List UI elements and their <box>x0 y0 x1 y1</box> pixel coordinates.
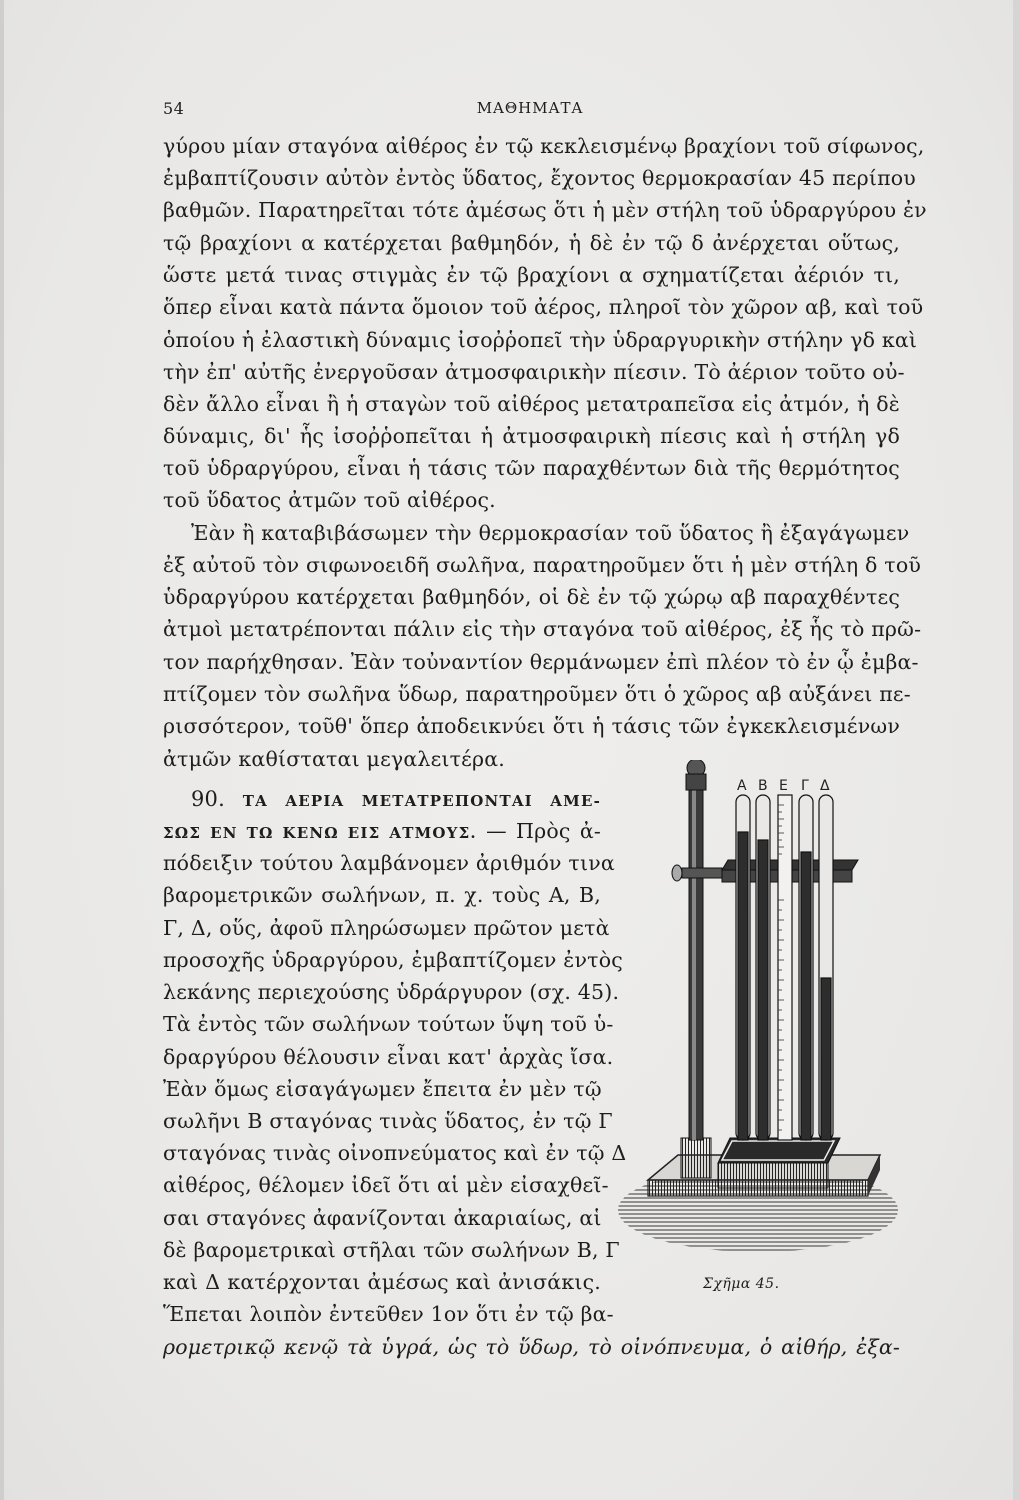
page-edge-left <box>0 0 4 1500</box>
text-line: Ἐὰν ἢ καταβιβάσωμεν τὴν θερμοκρασίαν τοῦ ὕδατος ἢ ἐξαγάγωμεν <box>191 521 910 545</box>
text-line: πτίζομεν τὸν σωλῆνα ὕδωρ, παρατηροῦμεν ὅτι ὁ χῶρος αβ αὐξάνει πε- <box>163 682 911 706</box>
tube-label-a: Α <box>737 778 747 794</box>
text-line: τοῦ ὑδραργύρου, εἶναι ἡ τάσις τῶν παραχθέντων διὰ τῆς θερμότητος <box>163 456 900 480</box>
text-line: Γ, Δ, οὕς, ἀφοῦ πληρώσωμεν πρῶτον μετὰ <box>163 916 610 940</box>
section-heading-cont <box>163 817 601 847</box>
text-line: ἐμβαπτίζουσιν αὐτὸν ἐντὸς ὕδατος, ἔχοντος θερμοκρασίαν 45 περίπου <box>163 166 916 190</box>
tube-label-g: Γ <box>801 778 809 794</box>
text-line: Ἐὰν ὅμως εἰσαγάγωμεν ἔπειτα ἐν μὲν τῷ <box>163 1077 602 1101</box>
text-line: ρομετρικῷ κενῷ τὰ ὑγρά, ὡς τὸ ὕδωρ, τὸ οἰνόπνευμα, ὁ αἰθήρ, ἐξα- <box>163 1335 900 1359</box>
text-line: δύναμις, δι' ἧς ἰσοῤῥοπεῖται ἡ ἀτμοσφαιρικὴ πίεσις καὶ ἡ στήλη γδ <box>163 424 900 448</box>
section-heading <box>163 785 601 815</box>
text-line: δὲν ἄλλο εἶναι ἢ ἡ σταγὼν τοῦ αἰθέρος μετατραπεῖσα εἰς ἀτμόν, ἡ δὲ <box>163 392 900 416</box>
page-header <box>163 99 897 123</box>
text-line: ὅπερ εἶναι κατὰ πάντα ὅμοιον τοῦ ἀέρος, πληροῖ τὸν χῶρον αβ, καὶ τοῦ <box>163 295 924 319</box>
text-line: ἀτμοὶ μετατρέπονται πάλιν εἰς τὴν σταγόνα τοῦ αἰθέρος, ἐξ ἧς τὸ πρῶ- <box>163 617 922 641</box>
text-line: σωλῆνι Β σταγόνας τινὰς ὕδατος, ἐν τῷ Γ <box>163 1109 613 1133</box>
barometer-apparatus-illustration <box>618 760 900 1272</box>
text-line: ὥστε μετά τινας στιγμὰς ἐν τῷ βραχίονι α σχηματίζεται ἀέριόν τι, <box>163 263 900 287</box>
text-fragment: — Πρὸς ἀ- <box>476 819 601 843</box>
section-number: 90. <box>191 787 225 811</box>
text-line: Τὰ ἐντὸς τῶν σωλήνων τούτων ὕψη τοῦ ὑ- <box>163 1012 614 1036</box>
text-line: προσοχῆς ὑδραργύρου, ἐμβαπτίζομεν ἐντὸς <box>163 948 623 972</box>
figure-barometer-tubes <box>618 760 900 1272</box>
text-line: Ἕπεται λοιπὸν ἐντεῦθεν 1ον ὅτι ἐν τῷ βα- <box>163 1302 614 1326</box>
text-line: βαρομετρικῶν σωλήνων, π. χ. τοὺς Α, Β, <box>163 883 601 907</box>
text-line: τῷ βραχίονι α κατέρχεται βαθμηδόν, ἡ δὲ ἐν τῷ δ ἀνέρχεται οὕτως, <box>163 231 900 255</box>
text-line: ἐξ αὐτοῦ τὸν σιφωνοειδῆ σωλῆνα, παρατηροῦμεν ὅτι ἡ μὲν στήλη δ τοῦ <box>163 553 922 577</box>
running-head: ΜΑΘΗΜΑΤΑ <box>476 99 584 117</box>
tube-label-e: Ε <box>779 778 788 794</box>
text-line: λεκάνης περιεχούσης ὑδράργυρον (σχ. 45). <box>163 980 620 1004</box>
text-line: πόδειξιν τούτου λαμβάνομεν ἀριθμόν τινα <box>163 851 615 875</box>
text-line: ἀτμῶν καθίσταται μεγαλειτέρα. <box>163 747 506 771</box>
text-line: τον παρήχθησαν. Ἐὰν τοὐναντίον θερμάνωμεν ἐπὶ πλέον τὸ ἐν ᾧ ἐμβα- <box>163 650 919 674</box>
page-edge-right <box>1013 0 1019 1500</box>
text-line: τὴν ἐπ' αὐτῆς ἐνεργοῦσαν ἀτμοσφαιρικὴν πίεσιν. Τὸ ἀέριον τοῦτο οὐ- <box>163 360 905 384</box>
text-line: δὲ βαρομετρικαὶ στῆλαι τῶν σωλήνων Β, Γ <box>163 1238 620 1262</box>
tube-label-b: Β <box>758 778 768 794</box>
text-line: βαθμῶν. Παρατηρεῖται τότε ἀμέσως ὅτι ἡ μὲν στήλη τοῦ ὑδραργύρου ἐν <box>163 198 927 222</box>
tube-label-d: Δ <box>820 778 830 794</box>
text-line: ὑδραργύρου κατέρχεται βαθμηδόν, οἱ δὲ ἐν τῷ χώρῳ αβ παραχθέντες <box>163 585 900 609</box>
text-line: ρισσότερον, τοῦθ' ὅπερ ἀποδεικνύει ὅτι ἡ τάσις τῶν ἐγκεκλεισμένων <box>163 714 900 738</box>
text-line: ὁποίου ἡ ἐλαστικὴ δύναμις ἰσοῤῥοπεῖ τὴν ὑδραργυρικὴν στήλην γδ καὶ <box>163 328 918 352</box>
section-title: ΤΑ ΑΕΡΙΑ ΜΕΤΑΤΡΕΠΟΝΤΑΙ ΑΜΕ- <box>242 792 602 810</box>
text-line: σαι σταγόνες ἀφανίζονται ἀκαριαίως, αἱ <box>163 1206 602 1230</box>
page-number: 54 <box>163 99 185 118</box>
text-line: αἰθέρος, θέλομεν ἰδεῖ ὅτι αἱ μὲν εἰσαχθεῖ- <box>163 1173 609 1197</box>
section-title: ΣΩΣ ΕΝ ΤΩ ΚΕΝΩ ΕΙΣ ΑΤΜΟΥΣ. <box>163 824 477 842</box>
text-line: δραργύρου θέλουσιν εἶναι κατ' ἀρχὰς ἴσα. <box>163 1045 614 1069</box>
text-line: σταγόνας τινὰς οἰνοπνεύματος καὶ ἐν τῷ Δ <box>163 1141 627 1165</box>
text-line: καὶ Δ κατέρχονται ἀμέσως καὶ ἀνισάκις. <box>163 1270 601 1294</box>
figure-caption: Σχῆμα 45. <box>703 1276 780 1292</box>
text-line: γύρου μίαν σταγόνα αἰθέρος ἐν τῷ κεκλεισμένῳ βραχίονι τοῦ σίφωνος, <box>163 134 925 158</box>
text-line: τοῦ ὕδατος ἀτμῶν τοῦ αἰθέρος. <box>163 488 496 512</box>
